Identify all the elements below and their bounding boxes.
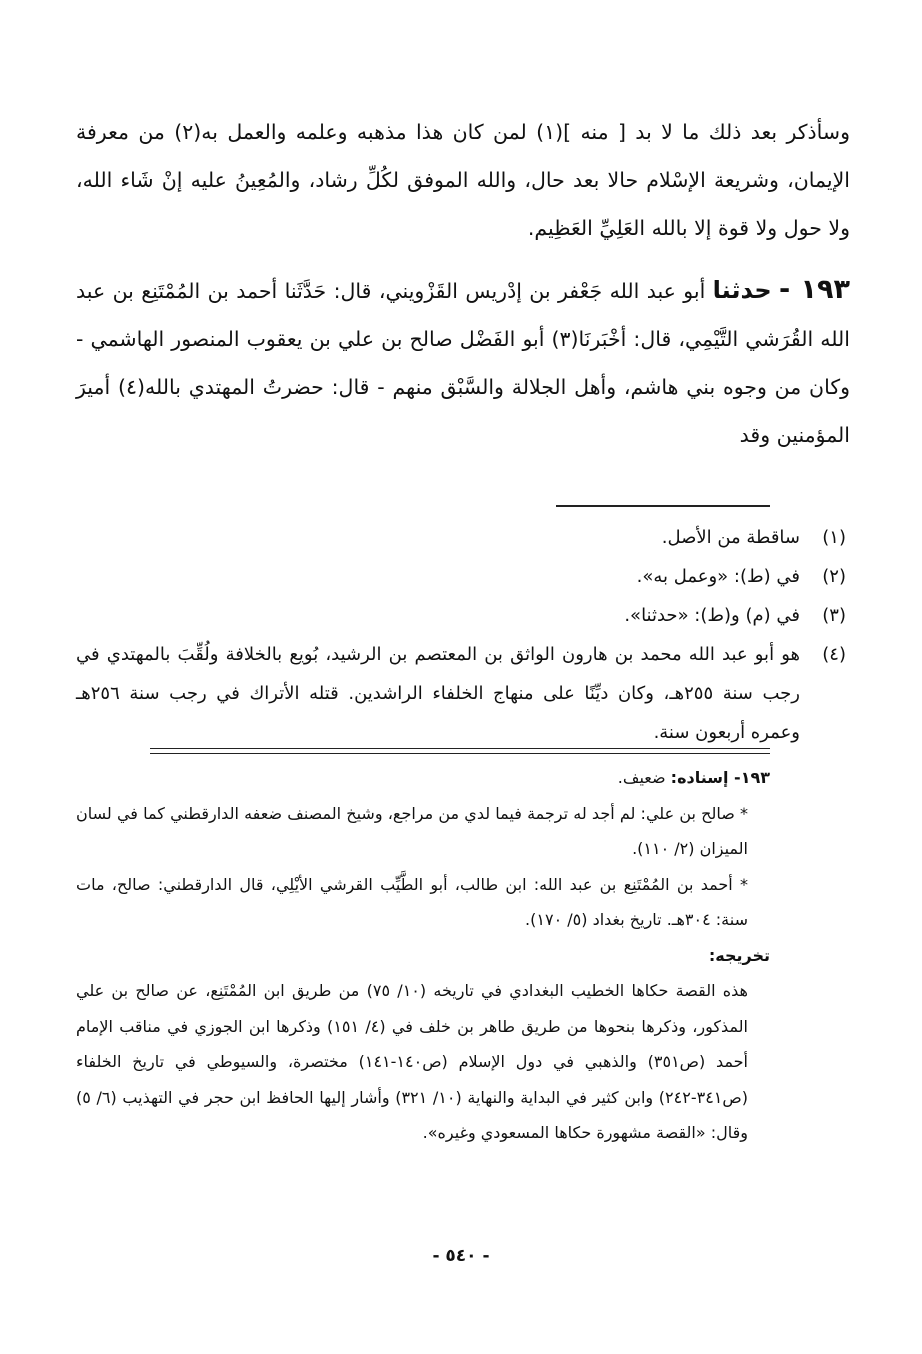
footnote-text: ساقطة من الأصل. [661,527,800,548]
footnote-3 [76,596,846,635]
isnad-line [76,760,770,796]
footnote-number: (٢) [822,566,846,587]
footnotes [76,518,846,752]
footnote-2 [76,557,846,596]
takhrij-label: تخريجه: [708,945,770,965]
isnad-text: ضعيف. [617,768,666,787]
footnote-4 [76,635,846,752]
page-number: - ٥٤٠ - [432,1246,490,1266]
haddathana-heading: حدثنا [712,276,772,304]
hadith-number: ١٩٣ - [779,274,850,305]
footnote-number: (٣) [822,605,846,626]
footnote-separator [556,505,770,507]
main-text [76,108,850,459]
footnote-text: في (م) و(ط): «حدثنا». [624,605,800,626]
intro-paragraph: وسأذكر بعد ذلك ما لا بد [ منه ](١) لمن كان هذا مذهبه وعلمه والعمل به(٢) من معرفة الإيمان، وشريعة الإسْلام حالا بعد حال، والله الموفق لكُلِّ رشاد، والمُعِينُ عليه إنْ شَاء الله، ولا حول ولا قوة إلا بالله العَلِيِّ العَظِيم. [76,120,850,240]
footnote-text: في (ط): «وعمل به». [636,566,800,587]
commentary [76,760,770,1151]
footnote-number: (١) [822,527,846,548]
takhrij-text: هذه القصة حكاها الخطيب البغدادي في تاريخه (١٠/ ٧٥) من طريق ابن المُمْتَنِع، عن صالح بن علي المذكور، وذكرها بنحوها من طريق طاهر بن خلف في (٤/ ١٥١) وذكرها ابن الجوزي في مناقب الإمام أحمد (ص٣٥١) والذهبي في دول الإسلام (ص١٤٠-١٤١) مختصرة، والسيوطي في تاريخ الخلفاء (ص٣٤١-٢٤٢) وابن كثير في البداية والنهاية (١٠/ ٣٢١) وأشار إليها الحافظ ابن حجر في التهذيب (٦/ ٥) وقال: «القصة مشهورة حكاها المسعودي وغيره». [76,981,749,1142]
footnote-1 [76,518,846,557]
footnote-number: (٤) [822,644,846,665]
hadith-paragraph [76,266,850,459]
commentary-separator [150,748,770,754]
hadith-text: أبو عبد الله جَعْفر بن إدْريس القَزْويني، قال: حَدَّثَنا أحمد بن المُمْتَنِع بن عبد الله القُرَشي التَّيْمِي، قال: أخْبَرنَا(٣) أبو الفَضْل صالح بن علي بن يعقوب المنصور الهاشمي - وكان من وجوه بني هاشم، وأهل الجلالة والسَّبْق منهم - قال: حضرتُ المهتدي بالله(٤) أميرَ المؤمنين وقد [76,279,851,447]
isnad-label: ١٩٣- إسناده: [670,768,770,787]
narrator-note-2: * أحمد بن المُمْتَنِع بن عبد الله: ابن طالب، أبو الطَّيِّب القرشي الأيْلِي، قال الدارقطني: صالح، مات سنة: ٣٠٤هـ. تاريخ بغداد (٥/ ١٧٠). [76,874,748,929]
footnote-text: هو أبو عبد الله محمد بن هارون الواثق بن المعتصم بن الرشيد، بُويع بالخلافة ولُقِّبَ بالمهتدي في رجب سنة ٢٥٥هـ، وكان ديِّنًا على منهاج الخلفاء الراشدين. قتله الأتراك في رجب سنة ٢٥٦هـ وعمره أربعون سنة. [76,644,800,743]
narrator-note-1: * صالح بن علي: لم أجد له ترجمة فيما لدي من مراجع، وشيخ المصنف ضعفه الدارقطني كما في لسان الميزان (٢/ ١١٠). [76,803,748,858]
